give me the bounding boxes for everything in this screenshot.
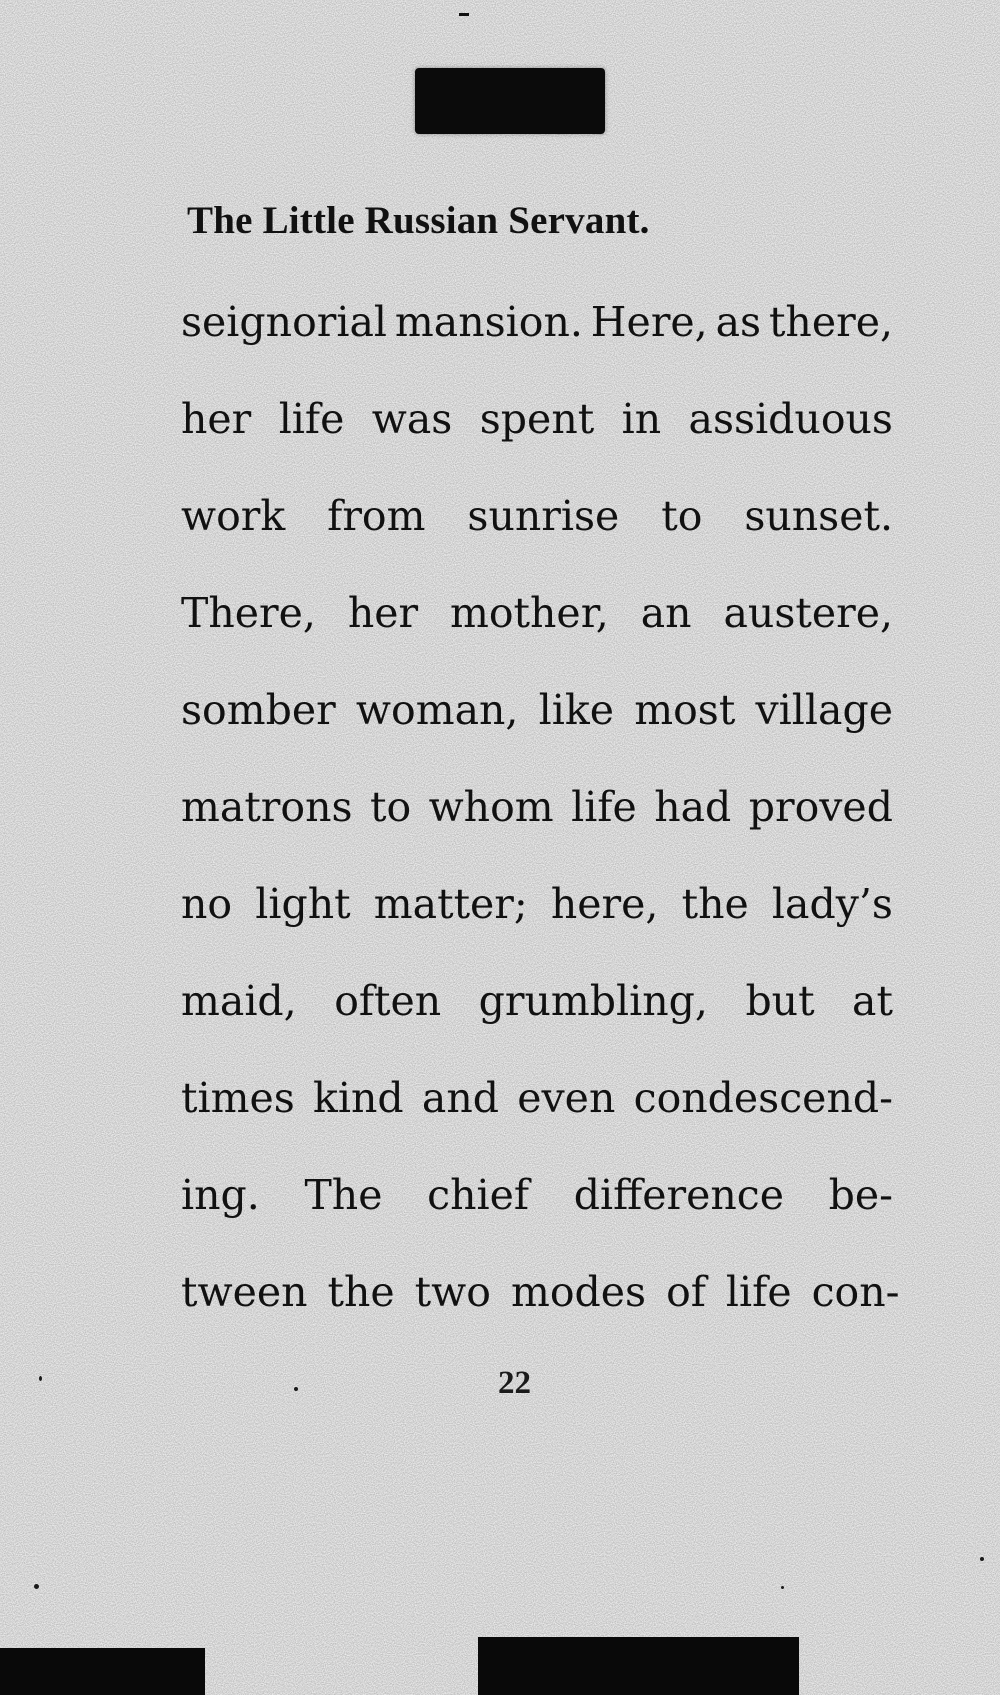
- text-word: mother,: [449, 589, 609, 637]
- text-word: grumbling,: [478, 977, 708, 1025]
- text-word: light: [255, 880, 351, 928]
- text-word: There,: [181, 589, 316, 637]
- text-word: life: [278, 395, 345, 443]
- top-speck: [459, 13, 469, 16]
- text-word: The: [304, 1171, 383, 1219]
- ink-speck: [39, 1376, 42, 1381]
- text-word: the: [681, 880, 749, 928]
- text-word: mansion.: [394, 298, 583, 346]
- text-word: there,: [768, 298, 893, 346]
- text-word: like: [538, 686, 615, 734]
- ink-speck: [781, 1586, 784, 1589]
- text-word: somber: [181, 686, 336, 734]
- text-line: [181, 589, 893, 690]
- text-word: lady’s: [771, 880, 893, 928]
- top-black-bar: [415, 68, 605, 134]
- text-word: of: [666, 1268, 706, 1316]
- text-word: work: [181, 492, 286, 540]
- text-word: no: [181, 880, 233, 928]
- text-word: spent: [479, 395, 595, 443]
- text-line: [181, 1074, 893, 1175]
- text-word: matter;: [373, 880, 528, 928]
- text-word: chief: [427, 1171, 530, 1219]
- text-word: matrons: [181, 783, 353, 831]
- text-word: times: [181, 1074, 295, 1122]
- text-word: whom: [428, 783, 554, 831]
- text-word: in: [621, 395, 662, 443]
- text-word: ing.: [181, 1171, 260, 1219]
- text-line: [181, 880, 893, 981]
- running-head: The Little Russian Servant.: [187, 199, 650, 242]
- text-word: even: [517, 1074, 616, 1122]
- text-word: maid,: [181, 977, 297, 1025]
- text-word: here,: [550, 880, 659, 928]
- text-line: [181, 686, 893, 787]
- text-word: was: [371, 395, 453, 443]
- text-word: life: [725, 1268, 792, 1316]
- text-word: be-: [828, 1171, 893, 1219]
- text-word: an: [640, 589, 692, 637]
- text-word: proved: [748, 783, 893, 831]
- body-text: [181, 298, 900, 1369]
- text-word: the: [327, 1268, 395, 1316]
- text-line: [181, 1268, 900, 1369]
- text-word: kind: [313, 1074, 404, 1122]
- text-word: at: [852, 977, 893, 1025]
- text-word: con-: [811, 1268, 900, 1316]
- text-line: [181, 977, 893, 1078]
- text-word: woman,: [355, 686, 519, 734]
- ink-speck: [980, 1557, 984, 1561]
- text-word: two: [414, 1268, 491, 1316]
- text-word: life: [571, 783, 637, 831]
- text-word: her: [347, 589, 419, 637]
- text-line: [181, 1171, 893, 1272]
- text-line: [181, 298, 893, 399]
- ink-speck: [34, 1584, 39, 1589]
- text-word: most: [634, 686, 736, 734]
- text-word: as: [715, 298, 762, 346]
- text-word: village: [755, 686, 893, 734]
- text-line: [181, 492, 893, 593]
- text-word: had: [654, 783, 732, 831]
- text-word: Here,: [590, 298, 708, 346]
- text-word: modes: [510, 1268, 647, 1316]
- text-word: austere,: [723, 589, 893, 637]
- text-word: assiduous: [688, 395, 893, 443]
- bottom-right-black-bar: [478, 1637, 799, 1695]
- text-word: to: [369, 783, 412, 831]
- text-word: often: [334, 977, 442, 1025]
- text-word: difference: [573, 1171, 784, 1219]
- text-word: but: [745, 977, 815, 1025]
- text-line: [181, 783, 893, 884]
- bottom-left-black-bar: [0, 1648, 205, 1695]
- text-word: tween: [181, 1268, 308, 1316]
- text-word: sunrise: [467, 492, 620, 540]
- text-line: [181, 395, 893, 496]
- text-word: and: [421, 1074, 499, 1122]
- ink-speck: [294, 1387, 298, 1391]
- page-number: 22: [498, 1365, 531, 1401]
- text-word: seignorial: [181, 298, 388, 346]
- text-word: sunset.: [744, 492, 893, 540]
- text-word: from: [327, 492, 426, 540]
- text-word: her: [181, 395, 252, 443]
- text-word: to: [661, 492, 703, 540]
- text-word: condescend-: [633, 1074, 893, 1122]
